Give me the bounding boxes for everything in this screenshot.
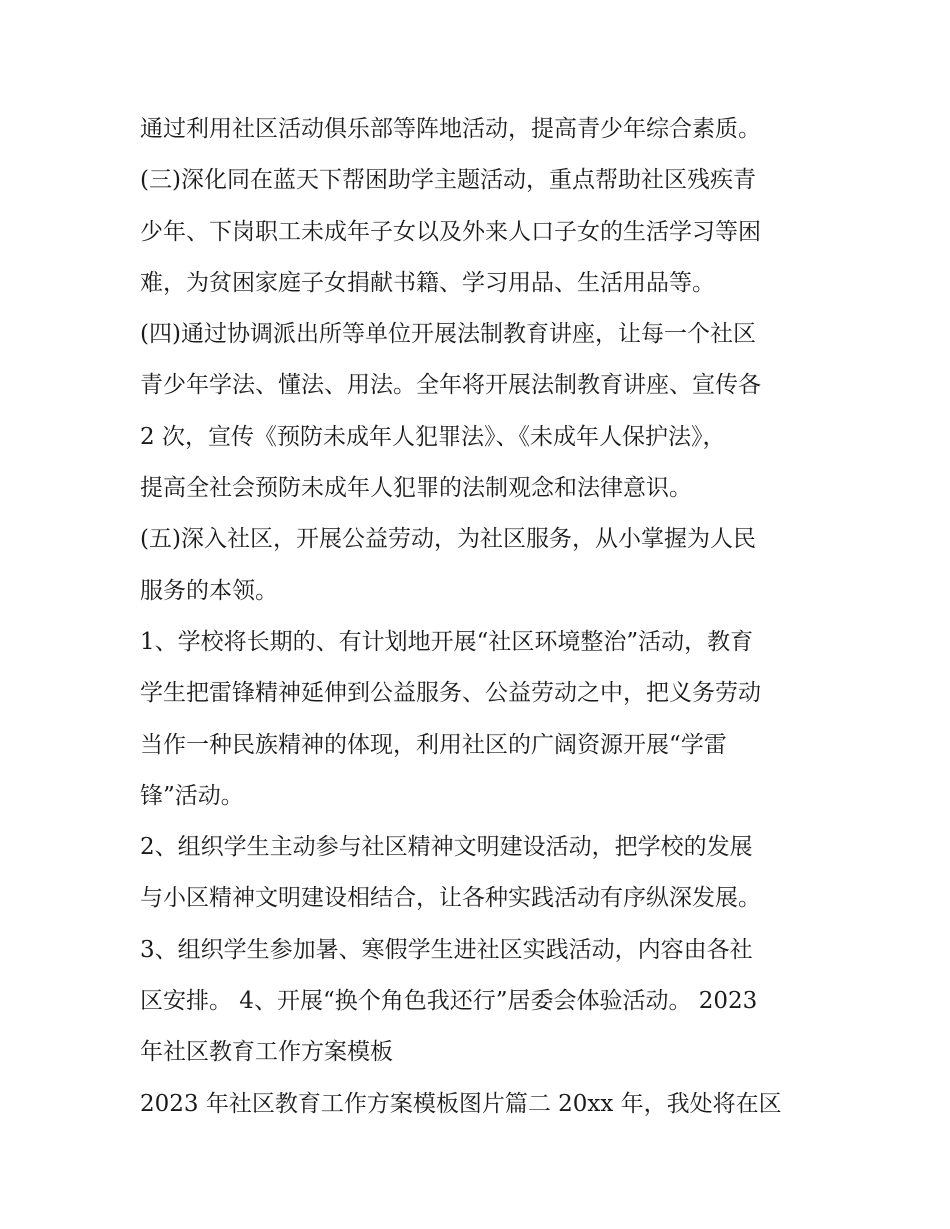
text-line-10: 服务的本领。: [140, 577, 278, 604]
text-line-14: 锋”活动。: [140, 782, 244, 809]
text-line-9: (五)深入社区，开展公益劳动，为社区服务，从小掌握为人民: [140, 526, 756, 553]
text-line-7: 2 次，宣传《预防未成年人犯罪法》、《未成年人保护法》，: [140, 423, 726, 450]
text-line-13: 当作一种民族精神的体现，利用社区的广阔资源开展“学雷: [140, 731, 727, 758]
text-line-12: 学生把雷锋精神延伸到公益服务、公益劳动之中，把义务劳动: [140, 680, 761, 707]
text-line-20: 2023 年社区教育工作方案模板图片篇二 20xx 年，我处将在区: [140, 1090, 782, 1117]
body-text: [140, 104, 830, 1130]
text-line-18: 区安排。 4、开展“换个角色我还行”居委会体验活动。 2023: [140, 988, 758, 1015]
text-line-11: 1、学校将长期的、有计划地开展“社区环境整治”活动，教育: [140, 628, 754, 655]
text-line-5: (四)通过协调派出所等单位开展法制教育讲座，让每一个社区: [140, 321, 756, 348]
text-line-2: (三)深化同在蓝天下帮困助学主题活动，重点帮助社区残疾青: [140, 167, 756, 194]
text-line-3: 少年、下岗职工未成年子女以及外来人口子女的生活学习等困: [140, 218, 761, 245]
text-line-17: 3、组织学生参加暑、寒假学生进社区实践活动，内容由各社: [140, 936, 753, 963]
text-line-4: 难，为贫困家庭子女捐献书籍、学习用品、生活用品等。: [140, 269, 715, 296]
text-line-15: 2、组织学生主动参与社区精神文明建设活动，把学校的发展: [140, 834, 753, 861]
text-line-8: 提高全社会预防未成年人犯罪的法制观念和法律意识。: [140, 475, 692, 502]
text-line-6: 青少年学法、懂法、用法。全年将开展法制教育讲座、宣传各: [140, 372, 761, 399]
text-line-19: 年社区教育工作方案模板: [140, 1039, 393, 1066]
text-line-1: 通过利用社区活动俱乐部等阵地活动，提高青少年综合素质。: [140, 116, 761, 142]
text-line-16: 与小区精神文明建设相结合，让各种实践活动有序纵深发展。: [140, 885, 761, 912]
